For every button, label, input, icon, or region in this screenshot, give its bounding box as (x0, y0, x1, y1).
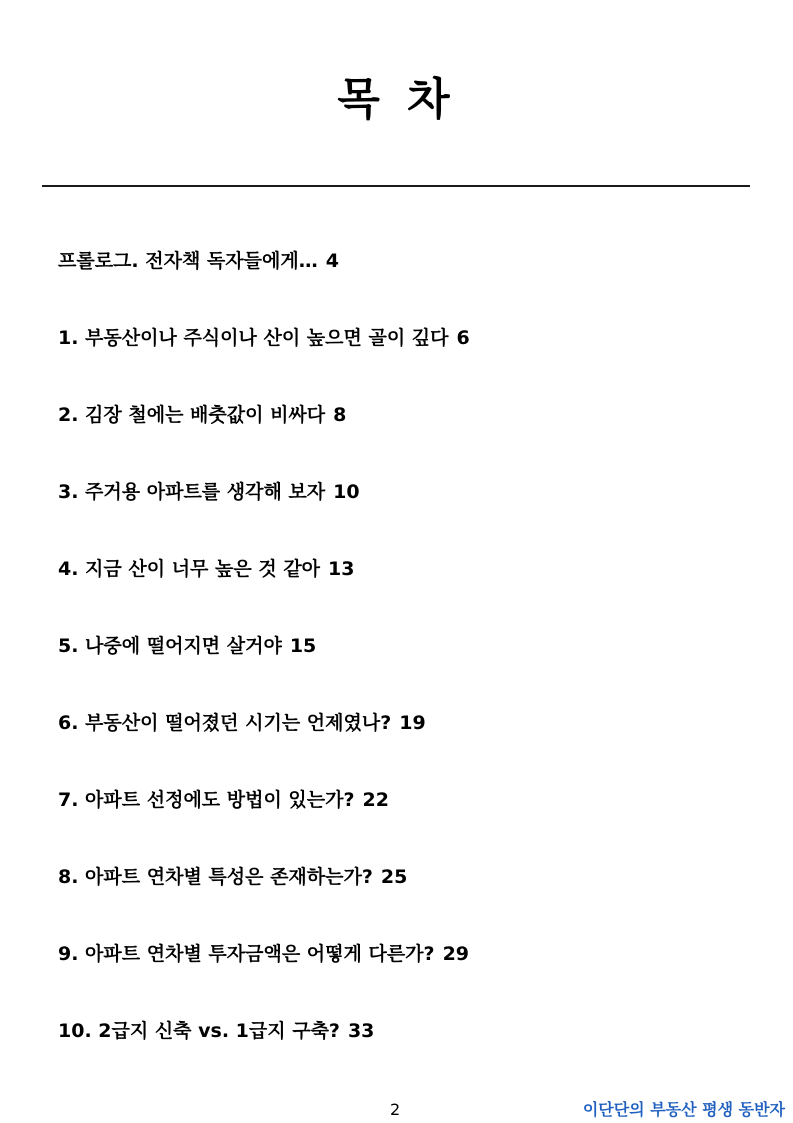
toc-entry-title: 5. 나중에 떨어지면 살거야 (58, 635, 282, 657)
title-divider (42, 185, 750, 187)
page-number: 2 (390, 1100, 401, 1119)
toc-entry-title: 10. 2급지 신축 vs. 1급지 구축? (58, 1020, 340, 1042)
toc-entry (58, 708, 758, 785)
toc-entry-title: 2. 김장 철에는 배춧값이 비싸다 (58, 404, 326, 426)
table-of-contents (58, 246, 758, 1093)
toc-entry (58, 400, 758, 477)
toc-entry-page: 8 (333, 404, 347, 426)
toc-entry (58, 631, 758, 708)
toc-entry-title: 4. 지금 산이 너무 높은 것 같아 (58, 558, 321, 580)
toc-entry (58, 1016, 758, 1093)
toc-entry-page: 4 (325, 250, 339, 272)
toc-entry-page: 22 (362, 789, 389, 811)
toc-entry-title: 7. 아파트 선정에도 방법이 있는가? (58, 789, 355, 811)
toc-entry-page: 13 (328, 558, 355, 580)
toc-entry (58, 785, 758, 862)
toc-entry (58, 246, 758, 323)
toc-entry (58, 477, 758, 554)
page-title: 목 차 (337, 74, 456, 125)
toc-entry-page: 6 (456, 327, 470, 349)
toc-entry (58, 323, 758, 400)
footer-book-title: 이단단의 부동산 평생 동반자 (582, 1100, 785, 1119)
toc-entry-page: 15 (289, 635, 317, 657)
toc-entry-page: 19 (399, 712, 426, 734)
toc-entry (58, 554, 758, 631)
toc-entry-title: 3. 주거용 아파트를 생각해 보자 (58, 481, 326, 503)
toc-entry (58, 862, 758, 939)
toc-entry-title: 8. 아파트 연차별 특성은 존재하는가? (58, 866, 373, 888)
toc-entry-page: 25 (380, 866, 408, 888)
toc-entry-title: 1. 부동산이나 주식이나 산이 높으면 골이 깊다 (58, 327, 449, 349)
toc-entry-page: 29 (442, 943, 470, 965)
toc-entry-title: 6. 부동산이 떨어졌던 시기는 언제였나? (58, 712, 392, 734)
toc-entry-title: 9. 아파트 연차별 투자금액은 어떻게 다른가? (58, 943, 435, 965)
toc-entry-title: 프롤로그. 전자책 독자들에게… (58, 250, 318, 272)
toc-entry (58, 939, 758, 1016)
toc-entry-page: 10 (333, 481, 360, 503)
toc-entry-page: 33 (347, 1020, 375, 1042)
